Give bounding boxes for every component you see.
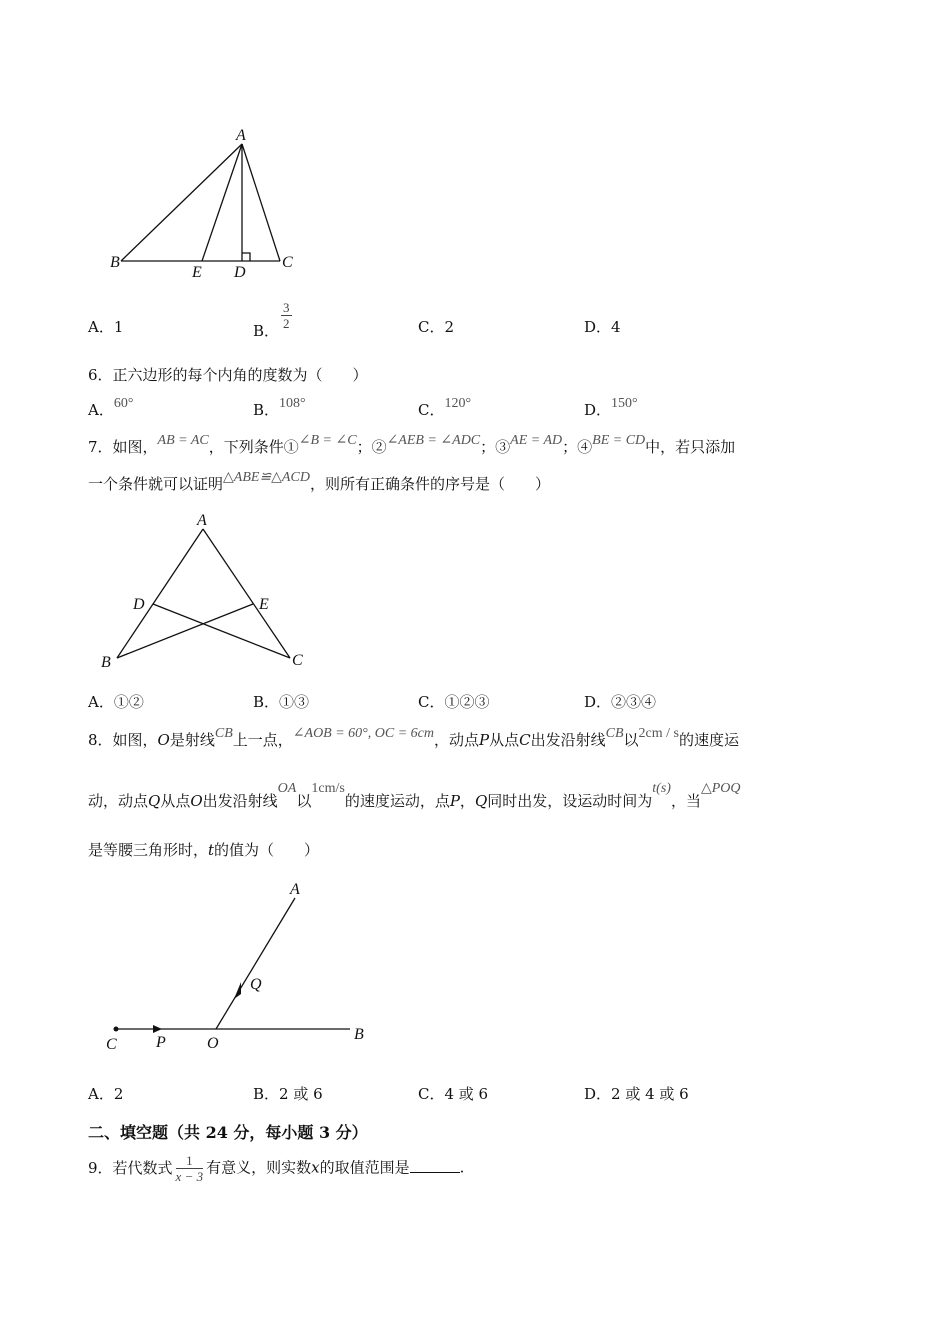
segment-ac [203, 529, 290, 658]
label-d: D [133, 596, 145, 613]
q8-option-a[interactable]: A．2 [88, 1085, 124, 1103]
q7-option-d[interactable]: D．②③④ [584, 693, 657, 711]
figure-triangle-abc-2 [95, 505, 325, 675]
q6-option-c[interactable]: C．120° [418, 396, 472, 419]
q5-option-d[interactable]: D．4 [584, 318, 621, 336]
segment-ac [242, 144, 280, 261]
label-b: B [354, 1026, 364, 1043]
label-p: P [156, 1034, 166, 1051]
arrow-q [234, 982, 241, 999]
section-title: 二、填空题（共 24 分，每小题 3 分） [88, 1123, 368, 1142]
segment-ae [202, 144, 242, 261]
q7-option-c[interactable]: C．①②③ [418, 693, 490, 711]
q5-option-a[interactable]: A．1 [88, 318, 124, 336]
arrow-p [153, 1025, 162, 1033]
figure-triangle-abc-1 [100, 120, 310, 290]
q7-stem-line2: 一个条件就可以证明△ABE≌△ACD，则所有正确条件的序号是（ ） [88, 470, 550, 493]
q6-stem: 6．正六边形的每个内角的度数为（ ） [88, 366, 368, 384]
label-a: A [290, 881, 300, 898]
q8-option-c[interactable]: C．4 或 6 [418, 1085, 489, 1103]
figure-rays [95, 875, 385, 1060]
label-c: C [282, 254, 293, 271]
answer-blank[interactable] [410, 1158, 460, 1173]
segment-dc [153, 604, 290, 658]
q6-option-b[interactable]: B．108° [253, 396, 306, 419]
label-c: C [292, 652, 303, 669]
label-e: E [259, 596, 269, 613]
label-b: B [110, 254, 120, 271]
q5-option-c[interactable]: C．2 [418, 318, 455, 336]
q6-option-a[interactable]: A．60° [88, 396, 134, 419]
label-a: A [236, 127, 246, 144]
fraction-numerator: 1 [176, 1153, 204, 1169]
ray-oa [216, 898, 295, 1029]
q7-stem-line1: 7．如图，AB = AC，下列条件①∠B = ∠C；②∠AEB = ∠ADC；③AE = AD；④BE = CD中，若只添加 [88, 433, 736, 456]
label-a: A [197, 512, 207, 529]
fraction-numerator: 3 [283, 300, 290, 315]
q9-stem: 9．若代数式 $\frac{1}{x - 3}$ 有意义，则实数x的取值范围是 . [88, 1153, 465, 1184]
q8-option-b[interactable]: B．2 或 6 [253, 1085, 323, 1103]
q7-option-a[interactable]: A．①② [88, 693, 144, 711]
label-e: E [192, 264, 202, 281]
segment-ab [121, 144, 242, 261]
fraction-denominator: 2 [283, 316, 290, 331]
segment-ab [117, 529, 203, 658]
q8-stem-line1: 8．如图，O是射线CB上一点，∠AOB = 60°, OC = 6cm，动点P从点C出发沿射线CB以2cm / s的速度运 [88, 726, 739, 749]
q8-stem-line2: 动，动点Q从点O出发沿射线OA以1cm/s的速度运动，点P，Q同时出发，设运动时间为t(s)，当△POQ [88, 781, 741, 810]
label-o: O [207, 1035, 219, 1052]
label-d: D [234, 264, 246, 281]
q7-option-b[interactable]: B．①③ [253, 693, 310, 711]
q6-option-d[interactable]: D．150° [584, 396, 638, 419]
q8-option-d[interactable]: D．2 或 4 或 6 [584, 1085, 689, 1103]
label-b: B [101, 654, 111, 671]
q5-option-b[interactable]: B． $\frac{3}{2}$ [253, 300, 290, 340]
label-c: C [106, 1036, 117, 1053]
fraction-denominator: x − 3 [175, 1169, 204, 1184]
right-angle-mark [242, 253, 250, 261]
point-c [114, 1027, 119, 1032]
q8-stem-line3: 是等腰三角形时，t的值为（ ） [88, 841, 320, 859]
label-q: Q [250, 976, 262, 993]
